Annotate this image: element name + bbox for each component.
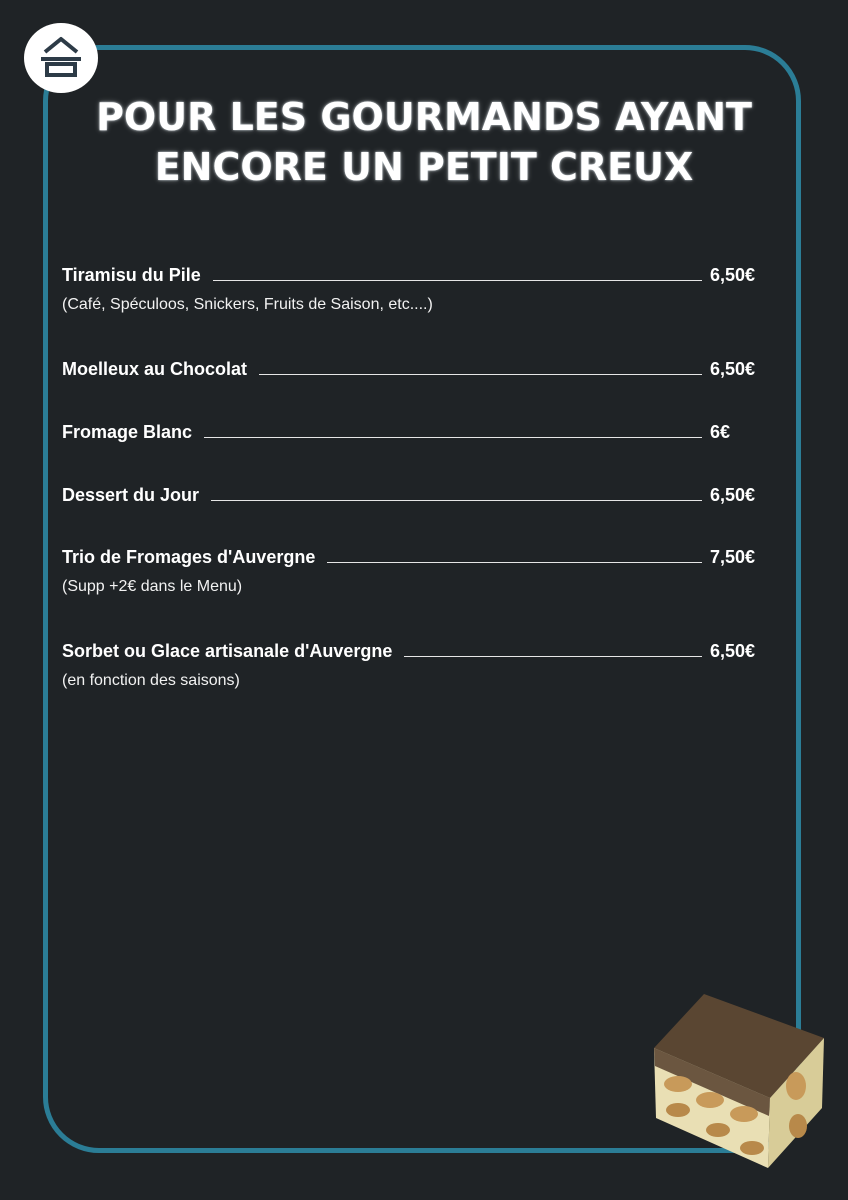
item-name: Moelleux au Chocolat: [62, 359, 248, 379]
leader-line: [259, 360, 702, 375]
leader-line: [213, 266, 702, 281]
item-name: Trio de Fromages d'Auvergne: [62, 547, 316, 567]
title-line-2: ENCORE UN PETIT CREUX: [154, 145, 694, 189]
menu-frame: [43, 45, 801, 1153]
title-line-1: POUR LES GOURMANDS AYANT: [96, 95, 752, 139]
menu-item: [62, 641, 768, 690]
leader-line: [327, 548, 702, 563]
menu-item: [62, 359, 768, 385]
item-name: Sorbet ou Glace artisanale d'Auvergne: [62, 641, 393, 661]
item-price: 6,50€: [710, 265, 756, 285]
leader-line: [404, 642, 702, 657]
item-name: Fromage Blanc: [62, 422, 193, 442]
item-description: (en fonction des saisons): [62, 672, 240, 689]
page-title: [60, 92, 788, 192]
item-description: (Supp +2€ dans le Menu): [62, 578, 243, 595]
menu-item: [62, 265, 768, 314]
menu-item: [62, 547, 768, 596]
item-price: 6,50€: [710, 359, 756, 379]
tiramisu-illustration: [648, 990, 828, 1170]
item-price: 6€: [710, 422, 731, 442]
item-name: Dessert du Jour: [62, 485, 200, 505]
menu-item: [62, 422, 768, 448]
menu-item: [62, 485, 768, 511]
item-name: Tiramisu du Pile: [62, 265, 201, 285]
item-description: (Café, Spéculoos, Snickers, Fruits de Saison, etc....): [62, 296, 433, 313]
leader-line: [211, 486, 702, 501]
leader-line: [204, 423, 702, 438]
item-price: 7,50€: [710, 547, 756, 567]
house-logo-icon: [24, 23, 98, 93]
item-price: 6,50€: [710, 641, 756, 661]
item-price: 6,50€: [710, 485, 756, 505]
